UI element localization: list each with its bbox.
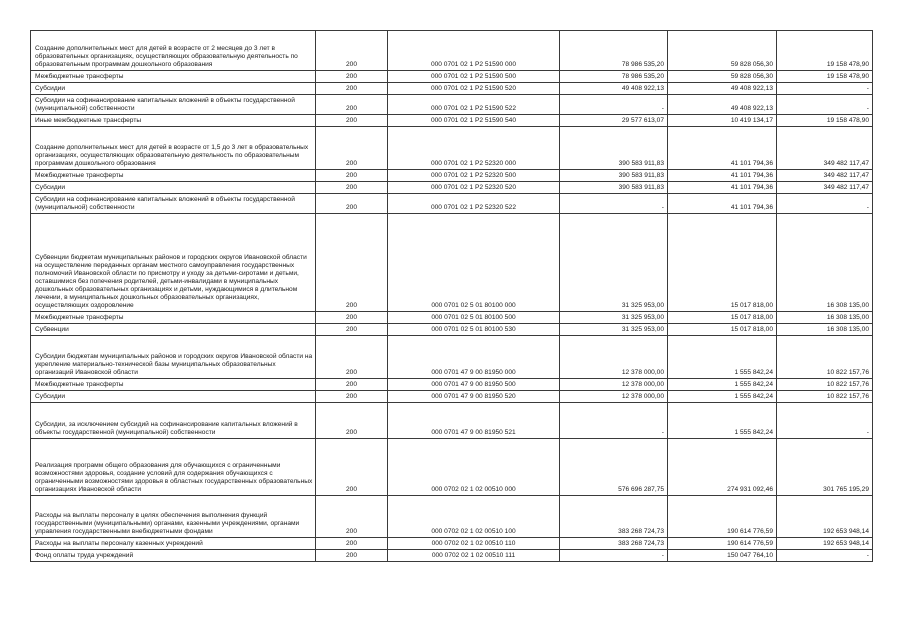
row-code: 200 bbox=[316, 336, 388, 379]
row-code: 200 bbox=[316, 324, 388, 336]
row-name: Фонд оплаты труда учреждений bbox=[31, 550, 316, 562]
row-kbk: 000 0701 02 1 P2 51590 520 bbox=[388, 83, 560, 95]
row-executed: 49 408 922,13 bbox=[668, 95, 777, 115]
row-unexecuted: 16 308 135,00 bbox=[777, 312, 873, 324]
row-kbk: 000 0701 02 1 P2 52320 522 bbox=[388, 194, 560, 214]
row-executed: 49 408 922,13 bbox=[668, 83, 777, 95]
row-code: 200 bbox=[316, 115, 388, 127]
row-name: Иные межбюджетные трансферты bbox=[31, 115, 316, 127]
row-unexecuted: 192 653 948,14 bbox=[777, 496, 873, 538]
row-unexecuted: 349 482 117,47 bbox=[777, 182, 873, 194]
row-name: Субсидии bbox=[31, 182, 316, 194]
row-approved: - bbox=[560, 550, 668, 562]
row-name: Расходы на выплаты персоналу казенных учреждений bbox=[31, 538, 316, 550]
row-kbk: 000 0701 02 1 P2 51590 500 bbox=[388, 71, 560, 83]
row-kbk: 000 0701 02 1 P2 51590 000 bbox=[388, 31, 560, 71]
table-row bbox=[31, 496, 873, 538]
row-kbk: 000 0701 02 1 P2 52320 520 bbox=[388, 182, 560, 194]
row-kbk: 000 0701 02 5 01 80100 530 bbox=[388, 324, 560, 336]
row-approved: 78 986 535,20 bbox=[560, 31, 668, 71]
row-code: 200 bbox=[316, 439, 388, 496]
row-name: Создание дополнительных мест для детей в возрасте от 1,5 до 3 лет в образовательных организациях, осуществляющих образовательную деятельность по образовательным программам дошкольного образования bbox=[31, 127, 316, 170]
row-name: Субвенции бюджетам муниципальных районов и городских округов Ивановской области на осуществление переданных органам местного самоуправления государственных полномочий Ивановской области по присмотру и уходу за детьми-сиротами и детьми, оставшимися без попечения родителей, детьми-инвалидами в муниципальных дошкольных образовательных организациях и детьми, нуждающимися в длительном лечении, в муниципальных дошкольных образовательных организациях, осуществляющих оздоровление bbox=[31, 214, 316, 312]
row-code: 200 bbox=[316, 391, 388, 403]
row-code: 200 bbox=[316, 379, 388, 391]
row-kbk: 000 0701 47 9 00 81950 000 bbox=[388, 336, 560, 379]
row-approved: 31 325 953,00 bbox=[560, 214, 668, 312]
row-approved: 31 325 953,00 bbox=[560, 312, 668, 324]
row-code: 200 bbox=[316, 214, 388, 312]
row-executed: 41 101 794,36 bbox=[668, 170, 777, 182]
row-executed: 15 017 818,00 bbox=[668, 312, 777, 324]
row-code: 200 bbox=[316, 496, 388, 538]
row-approved: 383 268 724,73 bbox=[560, 538, 668, 550]
row-approved: 49 408 922,13 bbox=[560, 83, 668, 95]
row-unexecuted: - bbox=[777, 550, 873, 562]
table-row bbox=[31, 214, 873, 312]
row-executed: 1 555 842,24 bbox=[668, 403, 777, 439]
row-executed: 59 828 056,30 bbox=[668, 71, 777, 83]
row-unexecuted: 16 308 135,00 bbox=[777, 324, 873, 336]
table-row bbox=[31, 194, 873, 214]
table-row bbox=[31, 95, 873, 115]
row-approved: - bbox=[560, 194, 668, 214]
row-kbk: 000 0701 02 1 P2 51590 522 bbox=[388, 95, 560, 115]
row-code: 200 bbox=[316, 170, 388, 182]
row-unexecuted: 192 653 948,14 bbox=[777, 538, 873, 550]
row-kbk: 000 0701 47 9 00 81950 520 bbox=[388, 391, 560, 403]
row-approved: 576 696 287,75 bbox=[560, 439, 668, 496]
row-kbk: 000 0702 02 1 02 00510 100 bbox=[388, 496, 560, 538]
table-row bbox=[31, 336, 873, 379]
row-approved: 383 268 724,73 bbox=[560, 496, 668, 538]
row-name: Реализация программ общего образования для обучающихся с ограниченными возможностями здоровья, создание условий для содержания обучающихся с ограниченными возможностями здоровья в областных государственных образовательных организациях Ивановской области bbox=[31, 439, 316, 496]
row-executed: 274 931 092,46 bbox=[668, 439, 777, 496]
row-unexecuted: - bbox=[777, 95, 873, 115]
table-row bbox=[31, 83, 873, 95]
row-approved: 390 583 911,83 bbox=[560, 127, 668, 170]
table-row bbox=[31, 538, 873, 550]
row-code: 200 bbox=[316, 194, 388, 214]
row-name: Субсидии на софинансирование капитальных вложений в объекты государственной (муниципальной) собственности bbox=[31, 95, 316, 115]
table-row bbox=[31, 439, 873, 496]
row-unexecuted: 10 822 157,76 bbox=[777, 336, 873, 379]
row-name: Субсидии бюджетам муниципальных районов и городских округов Ивановской области на укрепление материально-технической базы муниципальных образовательных организаций Ивановской области bbox=[31, 336, 316, 379]
row-executed: 41 101 794,36 bbox=[668, 194, 777, 214]
row-kbk: 000 0702 02 1 02 00510 000 bbox=[388, 439, 560, 496]
row-unexecuted: 16 308 135,00 bbox=[777, 214, 873, 312]
row-name: Субвенции bbox=[31, 324, 316, 336]
row-name: Межбюджетные трансферты bbox=[31, 312, 316, 324]
table-row bbox=[31, 391, 873, 403]
row-executed: 1 555 842,24 bbox=[668, 391, 777, 403]
table-row bbox=[31, 312, 873, 324]
row-name: Субсидии bbox=[31, 391, 316, 403]
row-unexecuted: 349 482 117,47 bbox=[777, 127, 873, 170]
row-unexecuted: 10 822 157,76 bbox=[777, 391, 873, 403]
row-unexecuted: 10 822 157,76 bbox=[777, 379, 873, 391]
row-executed: 150 047 764,10 bbox=[668, 550, 777, 562]
table-row bbox=[31, 550, 873, 562]
table-row bbox=[31, 115, 873, 127]
table-row bbox=[31, 403, 873, 439]
row-executed: 10 419 134,17 bbox=[668, 115, 777, 127]
row-approved: 390 583 911,83 bbox=[560, 182, 668, 194]
row-code: 200 bbox=[316, 127, 388, 170]
row-executed: 190 614 776,59 bbox=[668, 496, 777, 538]
row-name: Расходы на выплаты персоналу в целях обеспечения выполнения функций государственными (муниципальными) органами, казенными учреждениями, органами управления государственными внебюджетными фондами bbox=[31, 496, 316, 538]
row-executed: 15 017 818,00 bbox=[668, 324, 777, 336]
row-kbk: 000 0701 02 1 P2 51590 540 bbox=[388, 115, 560, 127]
row-code: 200 bbox=[316, 312, 388, 324]
row-code: 200 bbox=[316, 403, 388, 439]
row-kbk: 000 0702 02 1 02 00510 110 bbox=[388, 538, 560, 550]
table-row bbox=[31, 127, 873, 170]
row-unexecuted: - bbox=[777, 403, 873, 439]
row-approved: 29 577 613,07 bbox=[560, 115, 668, 127]
row-name: Создание дополнительных мест для детей в возрасте от 2 месяцев до 3 лет в образовательных организациях, осуществляющих образовательную деятельность по образовательным программам дошкольного образования bbox=[31, 31, 316, 71]
row-executed: 59 828 056,30 bbox=[668, 31, 777, 71]
row-name: Межбюджетные трансферты bbox=[31, 379, 316, 391]
row-approved: 78 986 535,20 bbox=[560, 71, 668, 83]
row-executed: 190 614 776,59 bbox=[668, 538, 777, 550]
row-unexecuted: 19 158 478,90 bbox=[777, 71, 873, 83]
row-kbk: 000 0702 02 1 02 00510 111 bbox=[388, 550, 560, 562]
row-name: Субсидии, за исключением субсидий на софинансирование капитальных вложений в объекты государственной (муниципальной) собственности bbox=[31, 403, 316, 439]
row-unexecuted: 349 482 117,47 bbox=[777, 170, 873, 182]
row-kbk: 000 0701 02 5 01 80100 500 bbox=[388, 312, 560, 324]
table-row bbox=[31, 71, 873, 83]
row-code: 200 bbox=[316, 95, 388, 115]
row-code: 200 bbox=[316, 550, 388, 562]
table-row bbox=[31, 324, 873, 336]
table-row bbox=[31, 170, 873, 182]
row-executed: 15 017 818,00 bbox=[668, 214, 777, 312]
row-code: 200 bbox=[316, 71, 388, 83]
budget-table bbox=[30, 30, 873, 562]
row-code: 200 bbox=[316, 182, 388, 194]
row-unexecuted: 19 158 478,90 bbox=[777, 31, 873, 71]
row-executed: 1 555 842,24 bbox=[668, 379, 777, 391]
row-kbk: 000 0701 47 9 00 81950 521 bbox=[388, 403, 560, 439]
row-approved: - bbox=[560, 95, 668, 115]
row-name: Межбюджетные трансферты bbox=[31, 170, 316, 182]
row-executed: 1 555 842,24 bbox=[668, 336, 777, 379]
row-code: 200 bbox=[316, 83, 388, 95]
row-kbk: 000 0701 02 5 01 80100 000 bbox=[388, 214, 560, 312]
row-executed: 41 101 794,36 bbox=[668, 182, 777, 194]
row-name: Субсидии bbox=[31, 83, 316, 95]
row-kbk: 000 0701 47 9 00 81950 500 bbox=[388, 379, 560, 391]
row-unexecuted: - bbox=[777, 194, 873, 214]
row-approved: 12 378 000,00 bbox=[560, 391, 668, 403]
row-executed: 41 101 794,36 bbox=[668, 127, 777, 170]
row-approved: 31 325 953,00 bbox=[560, 324, 668, 336]
table-row bbox=[31, 31, 873, 71]
row-approved: 12 378 000,00 bbox=[560, 379, 668, 391]
row-name: Субсидии на софинансирование капитальных вложений в объекты государственной (муниципальной) собственности bbox=[31, 194, 316, 214]
row-unexecuted: 301 765 195,29 bbox=[777, 439, 873, 496]
row-code: 200 bbox=[316, 31, 388, 71]
row-unexecuted: 19 158 478,90 bbox=[777, 115, 873, 127]
row-kbk: 000 0701 02 1 P2 52320 000 bbox=[388, 127, 560, 170]
row-unexecuted: - bbox=[777, 83, 873, 95]
table-row bbox=[31, 182, 873, 194]
table-row bbox=[31, 379, 873, 391]
row-approved: 390 583 911,83 bbox=[560, 170, 668, 182]
row-approved: 12 378 000,00 bbox=[560, 336, 668, 379]
row-name: Межбюджетные трансферты bbox=[31, 71, 316, 83]
row-approved: - bbox=[560, 403, 668, 439]
row-code: 200 bbox=[316, 538, 388, 550]
row-kbk: 000 0701 02 1 P2 52320 500 bbox=[388, 170, 560, 182]
